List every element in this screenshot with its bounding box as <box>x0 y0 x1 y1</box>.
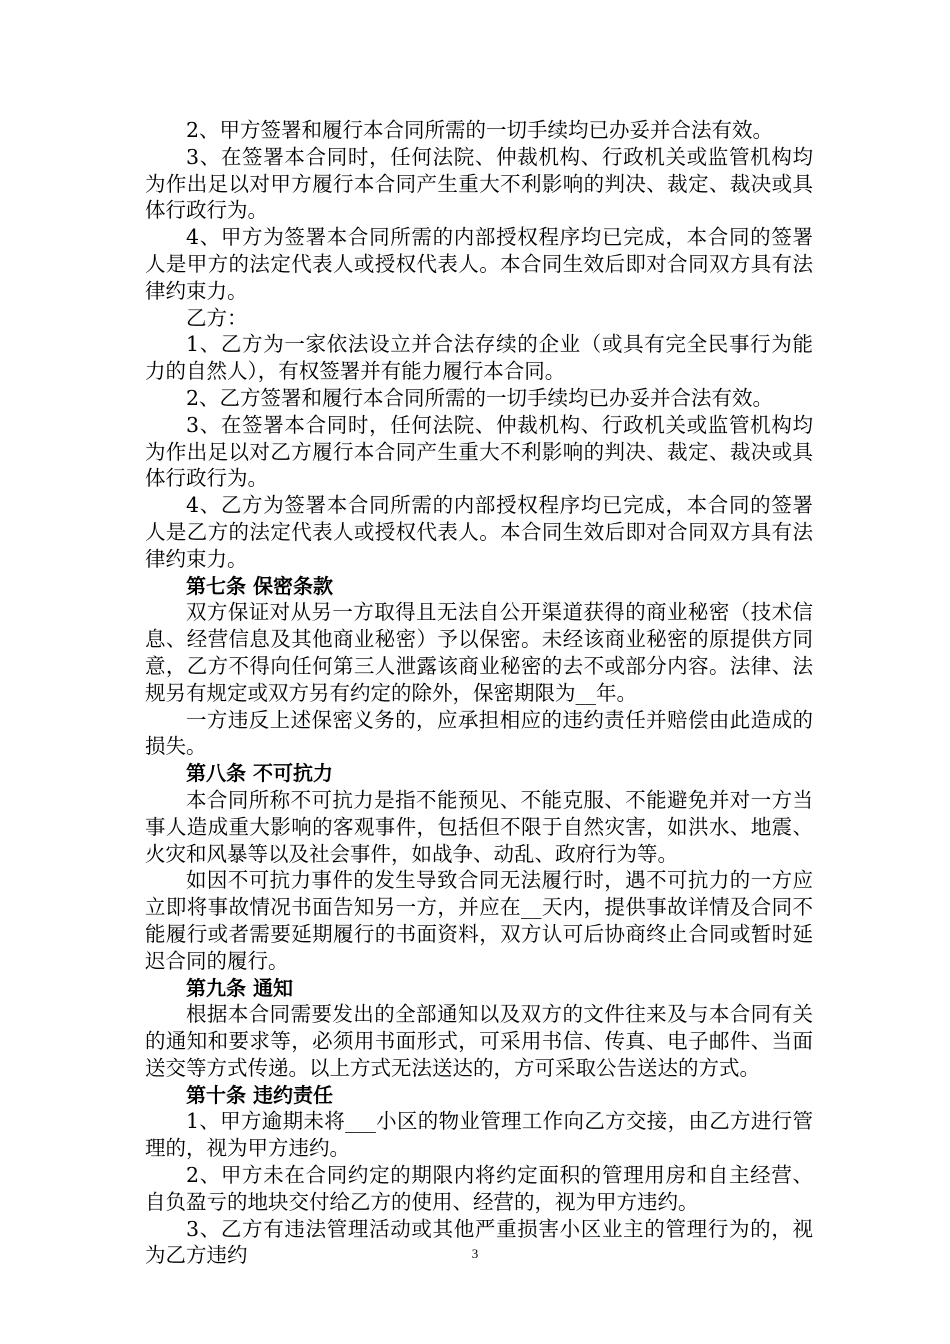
body-paragraph: 1、乙方为一家依法设立并合法存续的企业（或具有完全民事行为能力的自然人），有权签署并有能力履行本合同。 <box>145 332 813 384</box>
body-paragraph: 4、甲方为签署本合同所需的内部授权程序均已完成，本合同的签署人是甲方的法定代表人或授权代表人。本合同生效后即对合同双方具有法律约束力。 <box>145 225 813 303</box>
body-paragraph: 乙方： <box>186 305 248 330</box>
section-heading: 第九条 通知 <box>186 975 293 1000</box>
body-paragraph: 2、乙方签署和履行本合同所需的一切手续均已办妥并合法有效。 <box>186 385 774 410</box>
body-paragraph: 2、甲方未在合同约定的期限内将约定面积的管理用房和自主经营、自负盈亏的地块交付给乙方的使用、经营的，视为甲方违约。 <box>145 1163 813 1214</box>
body-paragraph: 如因不可抗力事件的发生导致合同无法履行时，遇不可抗力的一方应立即将事故情况书面告知另一方，并应在__天内，提供事故详情及合同不能履行或者需要延期履行的书面资料，双方认可后协商终止合同或暂时延迟合同的履行。 <box>145 868 813 973</box>
page-number: 3 <box>471 1246 479 1261</box>
body-paragraph: 3、在签署本合同时，任何法院、仲裁机构、行政机关或监管机构均为作出足以对乙方履行本合同产生重大不利影响的判决、裁定、裁决或具体行政行为。 <box>145 412 813 491</box>
body-paragraph: 1、甲方逾期未将___小区的物业管理工作向乙方交接，由乙方进行管理的，视为甲方违约。 <box>145 1109 813 1161</box>
document-body <box>145 117 813 1269</box>
body-paragraph: 一方违反上述保密义务的，应承担相应的违约责任并赔偿由此造成的损失。 <box>145 707 813 759</box>
body-paragraph: 根据本合同需要发出的全部通知以及双方的文件往来及与本合同有关的通知和要求等，必须用书面形式，可采用书信、传真、电子邮件、当面送交等方式传递。以上方式无法送达的，方可采取公告送达的方式。 <box>145 1002 813 1080</box>
body-paragraph: 3、乙方有违法管理活动或其他严重损害小区业主的管理行为的，视为乙方违约 <box>145 1216 813 1268</box>
section-heading: 第十条 违约责任 <box>186 1082 333 1107</box>
body-paragraph: 3、在签署本合同时，任何法院、仲裁机构、行政机关或监管机构均为作出足以对甲方履行本合同产生重大不利影响的判决、裁定、裁决或具体行政行为。 <box>145 144 813 223</box>
body-paragraph: 2、甲方签署和履行本合同所需的一切手续均已办妥并合法有效。 <box>186 118 774 142</box>
body-paragraph: 双方保证对从另一方取得且无法自公开渠道获得的商业秘密（技术信息、经营信息及其他商业秘密）予以保密。未经该商业秘密的原提供方同意，乙方不得向任何第三人泄露该商业秘密的去不或部分内容。法律、法规另有规定或双方另有约定的除外，保密期限为__年。 <box>145 600 813 705</box>
body-paragraph: 4、乙方为签署本合同所需的内部授权程序均已完成，本合同的签署人是乙方的法定代表人或授权代表人。本合同生效后即对合同双方具有法律约束力。 <box>145 493 813 571</box>
body-paragraph: 本合同所称不可抗力是指不能预见、不能克服、不能避免并对一方当事人造成重大影响的客观事件，包括但不限于自然灾害，如洪水、地震、火灾和风暴等以及社会事件，如战争、动乱、政府行为等。 <box>145 787 813 866</box>
section-heading: 第七条 保密条款 <box>186 573 333 598</box>
section-heading: 第八条 不可抗力 <box>186 761 333 786</box>
